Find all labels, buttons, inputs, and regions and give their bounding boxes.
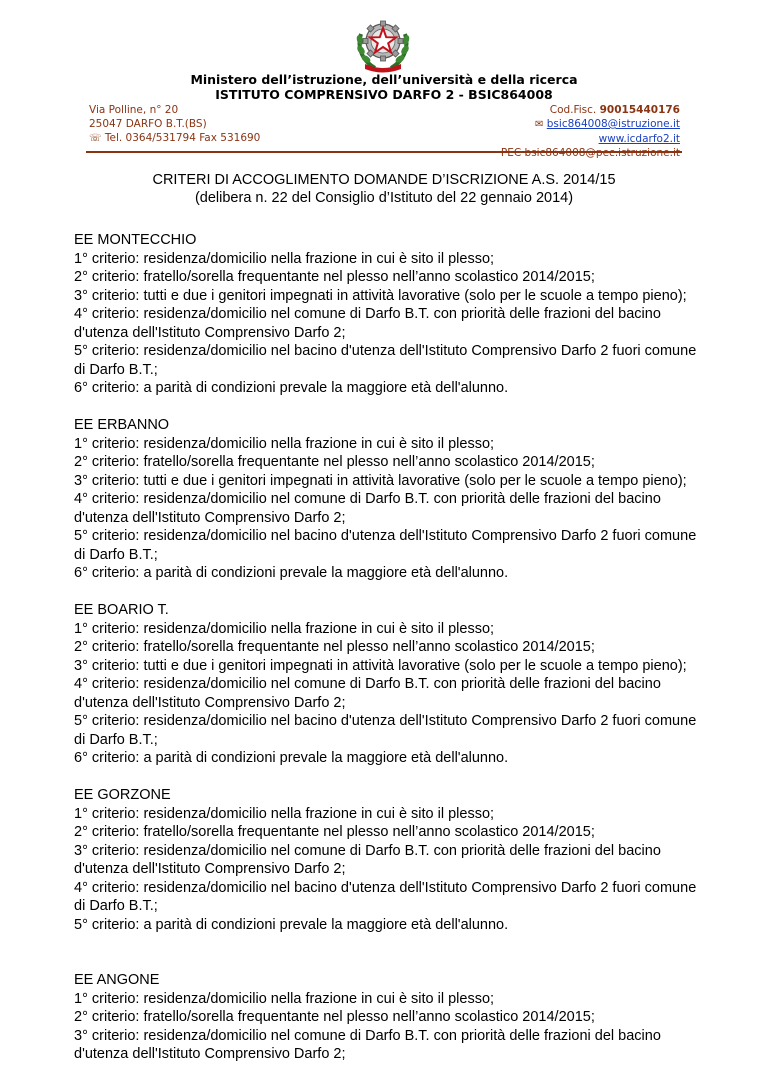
section-heading: EE MONTECCHIO [74,232,197,248]
criterion-line: 2° criterio: fratello/sorella frequentante nel plesso nell’anno scolastico 2014/2015; [74,454,595,470]
criterion-line: 3° criterio: tutti e due i genitori impegnati in attività lavorative (solo per le scuole a tempo pieno); [74,287,687,304]
document-title [0,171,768,207]
criterion-line: 6° criterio: a parità di condizioni prevale la maggiore età dell'alunno. [74,750,509,766]
codfisc-value: 90015440176 [599,104,680,116]
section-boario [74,601,697,768]
criterion-line: d'utenza dell'Istituto Comprensivo Darfo 2; [74,509,346,526]
email-line [501,117,680,132]
criterion-line: 4° criterio: residenza/domicilio nel comune di Darfo B.T. con priorità delle frazioni del bacino [74,676,661,692]
criterion-line: 4° criterio: residenza/domicilio nel comune di Darfo B.T. con priorità delle frazioni del bacino [74,306,661,322]
codfisc-line [501,103,680,117]
criterion-line: 6° criterio: a parità di condizioni prevale la maggiore età dell'alunno. [74,380,509,396]
title-subtitle: (delibera n. 22 del Consiglio d’Istituto del 22 gennaio 2014) [194,190,574,206]
section-angone [74,971,694,1064]
criterion-line: 4° criterio: residenza/domicilio nel comune di Darfo B.T. con priorità delle frazioni del bacino [74,491,661,507]
criterion-line: d'utenza dell'Istituto Comprensivo Darfo 2; [74,324,346,341]
criterion-line: 5° criterio: a parità di condizioni prevale la maggiore età dell'alunno. [74,916,509,933]
header-divider [86,151,682,153]
section-heading: EE ERBANNO [74,417,170,433]
criterion-line: 1° criterio: residenza/domicilio nella frazione in cui è sito il plesso; [74,435,495,452]
italian-republic-emblem-icon [351,12,415,74]
codfisc-label: Cod.Fisc. [549,104,597,116]
section-gorzone [74,786,697,934]
section-heading: EE ANGONE [74,972,160,988]
envelope-icon: ✉ [535,119,544,130]
title-main: CRITERI DI ACCOGLIMENTO DOMANDE D’ISCRIZIONE A.S. 2014/15 [152,172,616,188]
criterion-line: 5° criterio: residenza/domicilio nel bacino d'utenza dell'Istituto Comprensivo Darfo 2 fuori comune [74,528,697,544]
address-block [89,103,260,146]
criterion-line: di Darfo B.T.; [74,898,158,914]
phone-line [89,131,260,146]
criterion-line: 2° criterio: fratello/sorella frequentante nel plesso nell’anno scolastico 2014/2015; [74,824,595,840]
website-line [501,132,680,146]
email-link[interactable]: bsic864008@istruzione.it [546,118,680,130]
pec-address: PEC bsic864008@pec.istruzione.it [500,147,680,159]
criterion-line: 3° criterio: tutti e due i genitori impegnati in attività lavorative (solo per le scuole a tempo pieno); [74,472,687,489]
criterion-line: d'utenza dell'Istituto Comprensivo Darfo 2; [74,1046,346,1062]
school-name: ISTITUTO COMPRENSIVO DARFO 2 - BSIC864008 [215,87,553,102]
criterion-line: di Darfo B.T.; [74,731,158,748]
criterion-line: 5° criterio: residenza/domicilio nel bacino d'utenza dell'Istituto Comprensivo Darfo 2 fuori comune [74,343,697,359]
criterion-line: 1° criterio: residenza/domicilio nella frazione in cui è sito il plesso; [74,250,495,267]
section-heading: EE BOARIO T. [74,602,169,618]
criterion-line: di Darfo B.T.; [74,361,158,378]
criterion-line: 1° criterio: residenza/domicilio nella frazione in cui è sito il plesso; [74,620,495,637]
section-heading: EE GORZONE [74,787,171,803]
section-montecchio [74,231,697,398]
phone-fax: Tel. 0364/531794 Fax 531690 [104,132,261,144]
criterion-line: 3° criterio: tutti e due i genitori impegnati in attività lavorative (solo per le scuole a tempo pieno); [74,657,687,674]
telephone-icon: ☏ [89,133,102,144]
criterion-line: 6° criterio: a parità di condizioni prevale la maggiore età dell'alunno. [74,565,509,581]
criterion-line: 1° criterio: residenza/domicilio nella frazione in cui è sito il plesso; [74,805,495,822]
institution-heading [0,72,768,102]
criterion-line: 1° criterio: residenza/domicilio nella frazione in cui è sito il plesso; [74,990,495,1007]
criterion-line: 3° criterio: residenza/domicilio nel comune di Darfo B.T. con priorità delle frazioni del bacino [74,1027,661,1044]
criteria-content [74,231,697,1082]
criterion-line: 5° criterio: residenza/domicilio nel bacino d'utenza dell'Istituto Comprensivo Darfo 2 fuori comune [74,713,697,729]
criterion-line: 4° criterio: residenza/domicilio nel bacino d'utenza dell'Istituto Comprensivo Darfo 2 fuori comune [74,879,697,896]
criterion-line: 2° criterio: fratello/sorella frequentante nel plesso nell’anno scolastico 2014/2015; [74,639,595,655]
criterion-line: d'utenza dell'Istituto Comprensivo Darfo 2; [74,694,346,711]
address-city: 25047 DARFO B.T.(BS) [89,118,207,130]
website-link[interactable]: www.icdarfo2.it [598,133,680,145]
section-erbanno [74,416,697,583]
criterion-line: 3° criterio: residenza/domicilio nel comune di Darfo B.T. con priorità delle frazioni del bacino [74,842,661,859]
criterion-line: di Darfo B.T.; [74,546,158,563]
address-street: Via Polline, n° 20 [89,104,179,116]
criterion-line: 2° criterio: fratello/sorella frequentante nel plesso nell’anno scolastico 2014/2015; [74,269,595,285]
criterion-line: 2° criterio: fratello/sorella frequentante nel plesso nell’anno scolastico 2014/2015; [74,1009,595,1025]
criterion-line: d'utenza dell'Istituto Comprensivo Darfo 2; [74,861,346,877]
ministry-name: Ministero dell’istruzione, dell’università e della ricerca [190,72,578,87]
